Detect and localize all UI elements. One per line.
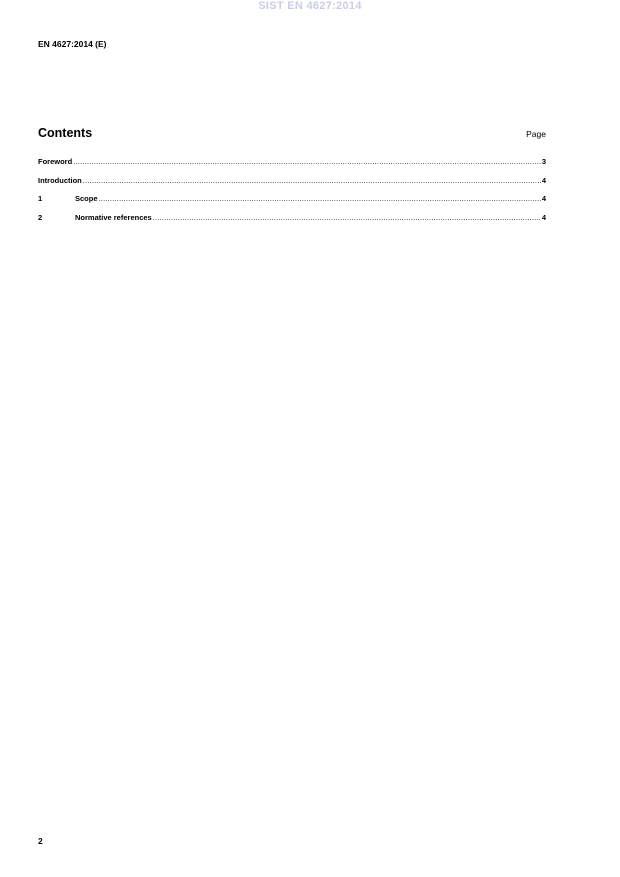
contents-heading: Contents — [38, 126, 93, 140]
toc-entry-label: Scope — [75, 194, 98, 203]
toc-entry-label: Introduction — [38, 175, 82, 185]
toc-entry-label: Foreword — [38, 157, 73, 166]
table-of-contents — [38, 157, 546, 231]
toc-entry-scope[interactable] — [38, 194, 546, 213]
watermark: SIST EN 4627:2014 — [258, 0, 362, 12]
toc-entry-page: 4 — [541, 212, 546, 222]
toc-entry-page: 3 — [541, 157, 546, 166]
toc-entry-introduction[interactable] — [38, 176, 546, 195]
toc-leader-dots — [153, 213, 541, 222]
document-id-header: EN 4627:2014 (E) — [38, 39, 107, 49]
toc-entry-number: 1 — [38, 194, 43, 203]
toc-leader-dots — [99, 194, 541, 203]
toc-entry-page: 4 — [541, 194, 546, 203]
page-column-label: Page — [526, 129, 546, 139]
toc-leader-dots — [83, 176, 541, 185]
toc-entry-number: 2 — [38, 212, 43, 222]
page-number: 2 — [38, 836, 43, 846]
toc-entry-foreword[interactable] — [38, 157, 546, 176]
toc-leader-dots — [73, 157, 541, 166]
toc-entry-normative-references[interactable] — [38, 213, 546, 232]
toc-entry-label: Normative references — [75, 212, 152, 222]
toc-entry-page: 4 — [541, 175, 546, 185]
